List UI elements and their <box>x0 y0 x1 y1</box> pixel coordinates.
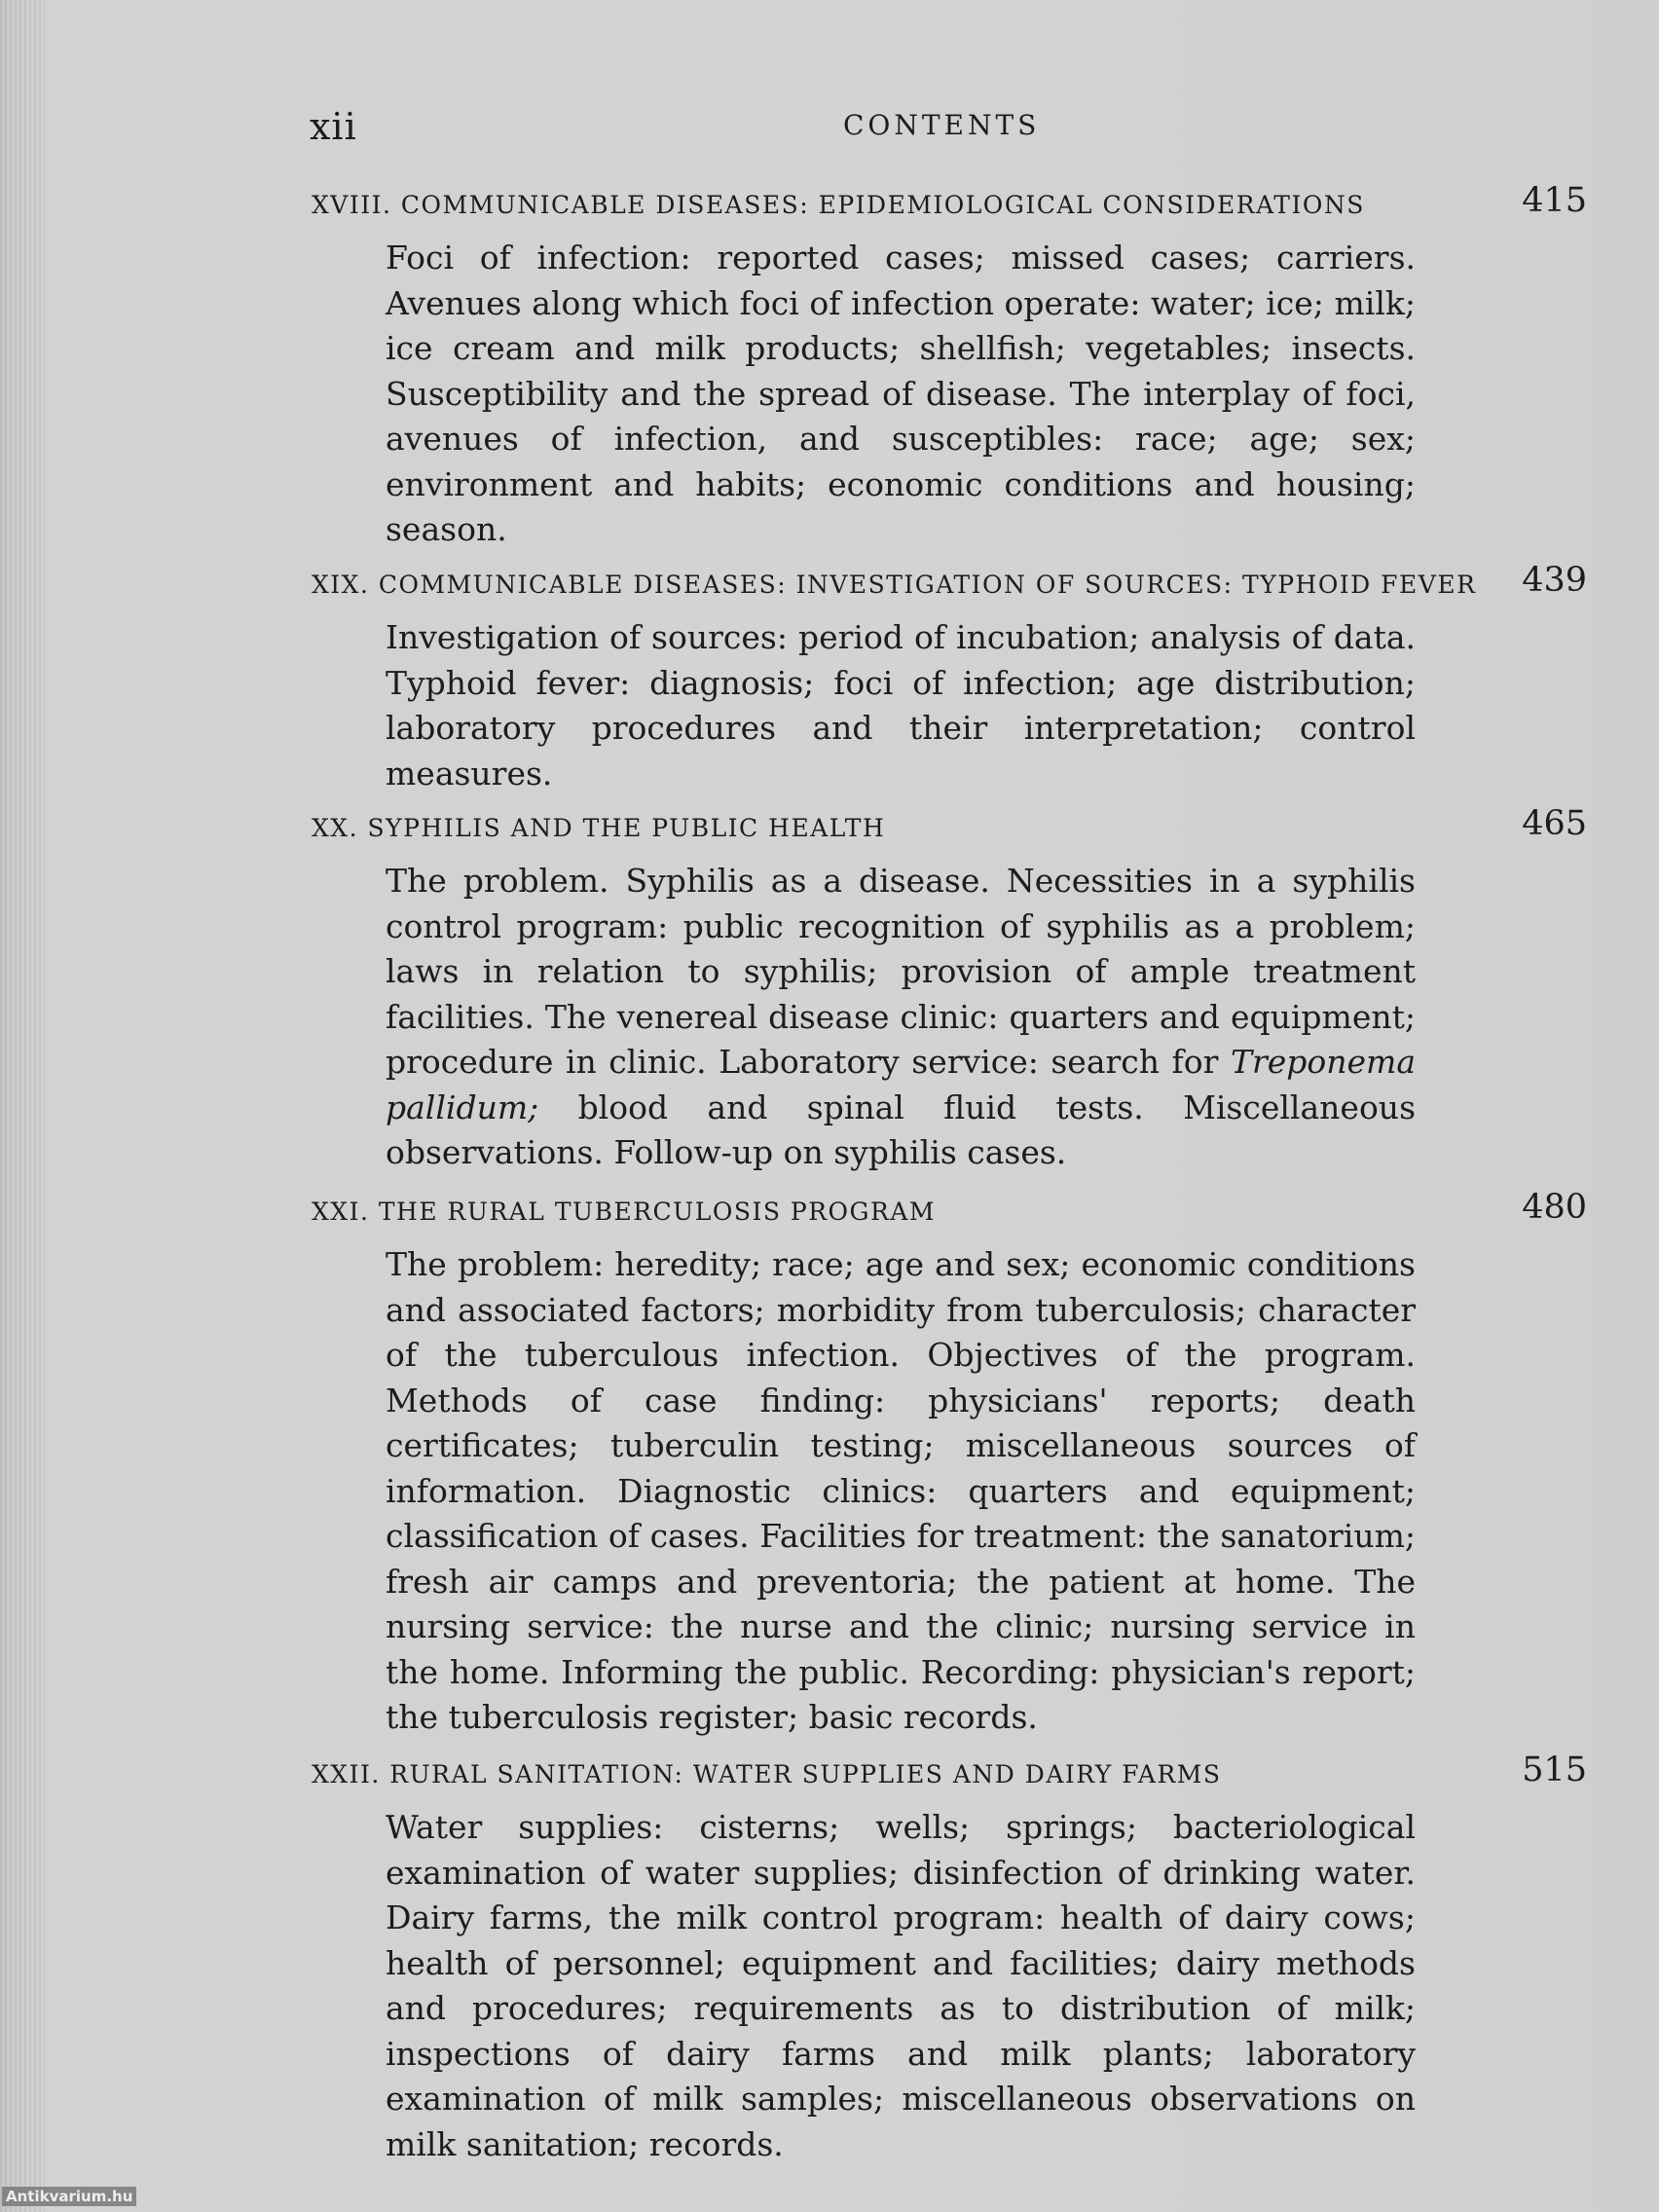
chapter-summary <box>386 859 1416 1176</box>
chapter-summary: Foci of infection: reported cases; missed cases; carriers. Avenues along which foci of infection operate: water; ice; milk; ice cream and milk products; shellfish; vegetables; insects. Susceptibility and the spread of disease. The interplay of foci, avenues of infection, and susceptibles: race; age; sex; environment and habits; economic conditions and housing; season. <box>386 239 1416 548</box>
chapter-heading <box>312 181 1587 226</box>
running-head-title: CONTENTS <box>843 109 1041 141</box>
chapter-heading <box>312 804 1587 849</box>
watermark-label: Antikvarium.hu <box>2 2187 136 2206</box>
chapter-summary: Water supplies: cisterns; wells; springs; bacteriological examination of water supplies; disinfection of drinking water. Dairy farms, the milk control program: health of dairy cows; health of personnel; equipment and facilities; dairy methods and procedures; requirements as to distribution of milk; inspections of dairy farms and milk plants; laboratory examination of milk samples; miscellaneous observations on milk sanitation; records. <box>386 1808 1416 2163</box>
chapter-heading <box>312 561 1587 606</box>
summary-text: blood and spinal fluid tests. Miscellaneous observations. Follow-up on syphilis cases. <box>386 1088 1417 1171</box>
summary-italic-term: Treponema pallidum; <box>386 1043 1416 1126</box>
chapter-heading <box>312 1751 1587 1795</box>
toc-entry-xix <box>312 561 1587 796</box>
running-head <box>310 105 1585 154</box>
toc-entry-xx <box>312 804 1587 1176</box>
chapter-title: XX. SYPHILIS AND THE PUBLIC HEALTH <box>312 814 886 842</box>
page-folio: xii <box>310 105 357 148</box>
chapter-title: XXII. RURAL SANITATION: WATER SUPPLIES AND DAIRY FARMS <box>312 1760 1222 1788</box>
chapter-title: XIX. COMMUNICABLE DISEASES: INVESTIGATION OF SOURCES: TYPHOID FEVER <box>312 571 1477 599</box>
page-edge-shadow <box>0 0 45 2212</box>
chapter-page-number: 465 <box>1522 804 1587 843</box>
chapter-title: XVIII. COMMUNICABLE DISEASES: EPIDEMIOLOGICAL CONSIDERATIONS <box>312 191 1365 219</box>
chapter-title: XXI. THE RURAL TUBERCULOSIS PROGRAM <box>312 1198 937 1226</box>
chapter-page-number: 439 <box>1522 561 1587 600</box>
chapter-page-number: 415 <box>1522 181 1587 220</box>
chapter-summary: Investigation of sources: period of incubation; analysis of data. Typhoid fever: diagnosis; foci of infection; age distribution; laboratory procedures and their interpretation; control measures. <box>386 618 1416 793</box>
chapter-summary: The problem: heredity; race; age and sex; economic conditions and associated factors; morbidity from tuberculosis; character of the tuberculous infection. Objectives of the program. Methods of case finding: physicians' reports; death certificates; tuberculin testing; miscellaneous sources of information. Diagnostic clinics: quarters and equipment; classification of cases. Facilities for treatment: the sanatorium; fresh air camps and preventoria; the patient at home. The nursing service: the nurse and the clinic; nursing service in the home. Informing the public. Recording: physician's report; the tuberculosis register; basic records. <box>386 1245 1416 1736</box>
chapter-page-number: 480 <box>1522 1188 1587 1227</box>
toc-entry-xviii <box>312 181 1587 553</box>
toc-entry-xxii <box>312 1751 1587 2167</box>
chapter-heading <box>312 1188 1587 1233</box>
chapter-page-number: 515 <box>1522 1751 1587 1789</box>
summary-text: The problem. Syphilis as a disease. Necessities in a syphilis control program: public recognition of syphilis as a problem; laws in relation to syphilis; provision of ample treatment facilities. The venereal disease clinic: quarters and equipment; procedure in clinic. Laboratory service: search for <box>386 862 1416 1081</box>
toc-entry-xxi <box>312 1188 1587 1741</box>
